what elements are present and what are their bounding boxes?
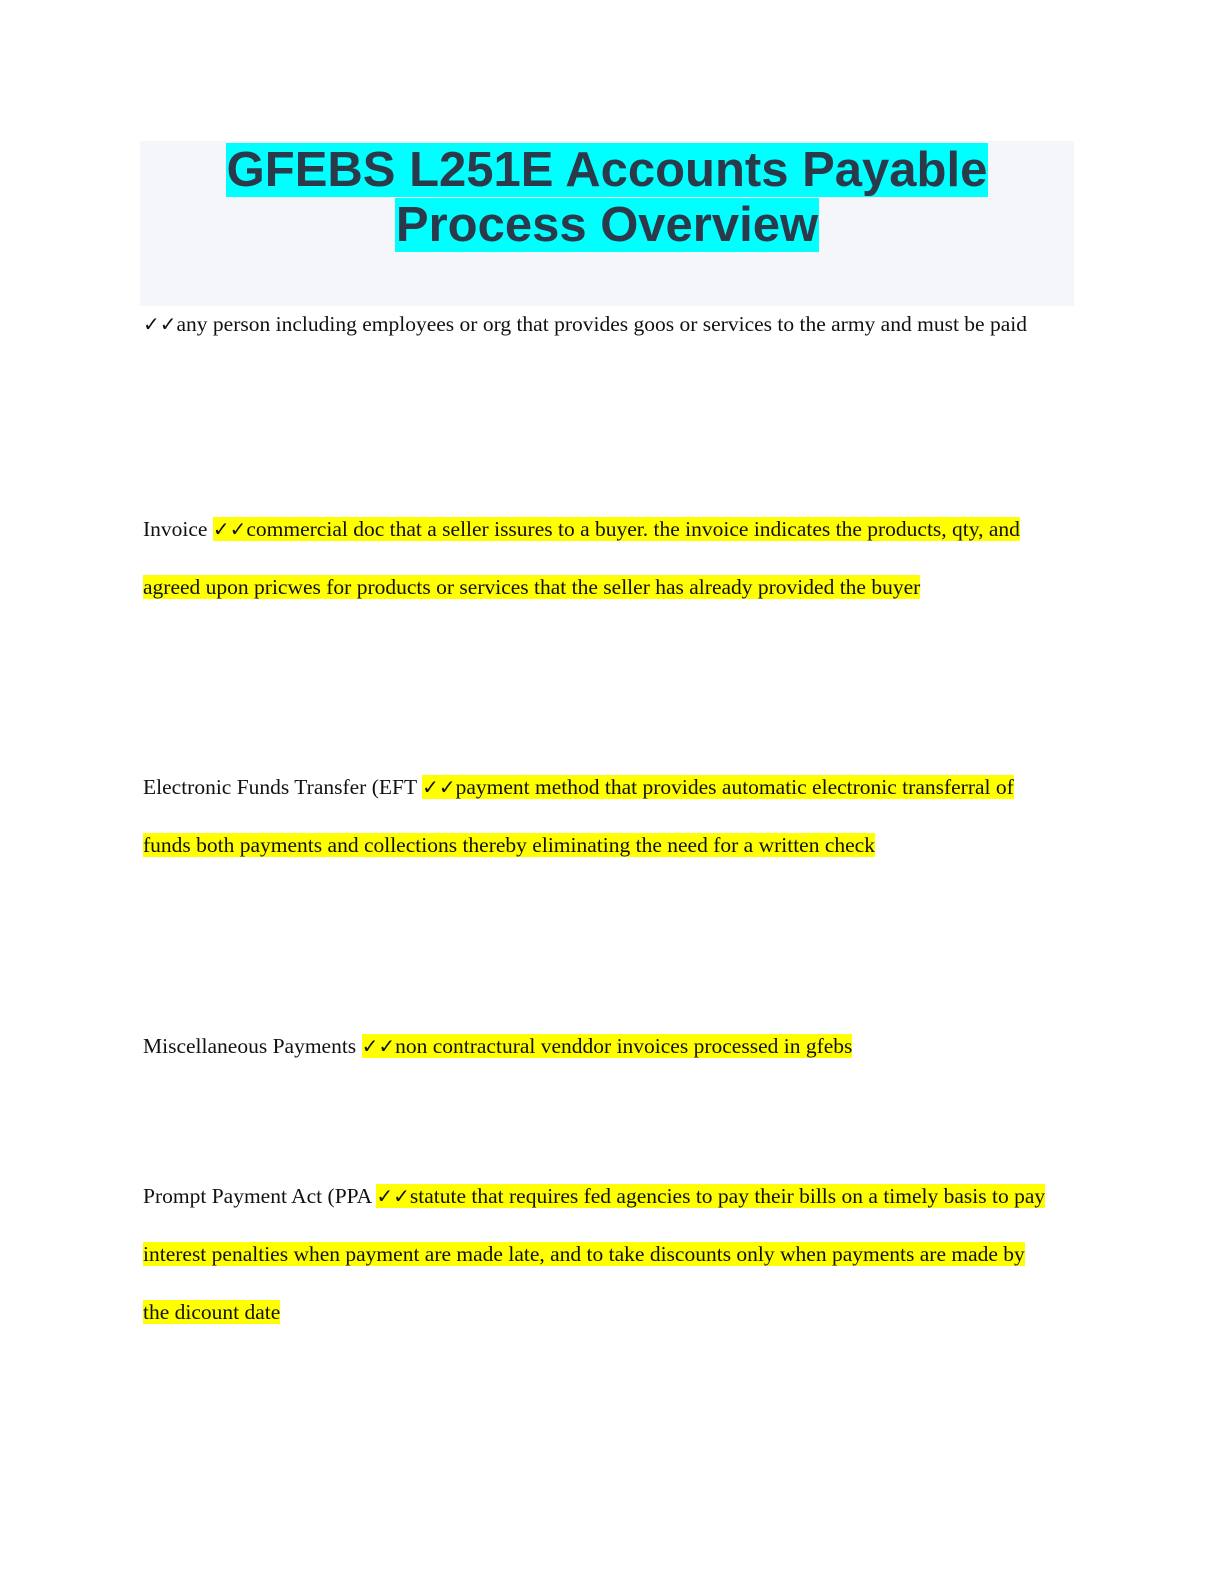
- entry-invoice: [143, 500, 1053, 616]
- title-banner: [140, 141, 1074, 306]
- entry-term: Electronic Funds Transfer (EFT: [143, 775, 423, 799]
- entry-ppa: [143, 1167, 1053, 1341]
- check-mark-icon: ✓✓: [143, 312, 177, 336]
- entry-term: Miscellaneous Payments: [143, 1034, 362, 1058]
- entry-definition: commercial doc that a seller issures to a buyer. the invoice indicates the products, qty, and agreed upon pricwes for products or services that the seller has already provided the buyer: [143, 517, 1020, 599]
- page-title: [140, 141, 1074, 253]
- entry-misc-payments: [143, 1017, 1053, 1075]
- entry-definition-block: [362, 1034, 853, 1058]
- check-mark-icon: ✓✓: [376, 1184, 410, 1208]
- check-mark-icon: ✓✓: [422, 775, 456, 799]
- entry-eft: [143, 758, 1053, 874]
- entry-term: Invoice: [143, 517, 213, 541]
- entry-term: Prompt Payment Act (PPA: [143, 1184, 377, 1208]
- intro-definition: any person including employees or org that provides goos or services to the army and must be paid: [176, 312, 1027, 336]
- intro-entry: [143, 295, 1053, 353]
- check-mark-icon: ✓✓: [361, 1034, 396, 1058]
- check-mark-icon: ✓✓: [212, 517, 247, 541]
- entry-definition-block: [143, 517, 1020, 599]
- title-line-2: Process Overview: [395, 198, 819, 252]
- entry-definition: payment method that provides automatic electronic transferral of funds both payments and collections thereby eliminating the need for a written check: [143, 775, 1014, 857]
- title-line-1: GFEBS L251E Accounts Payable: [226, 143, 988, 197]
- entry-definition: statute that requires fed agencies to pay their bills on a timely basis to pay interest penalties when payment are made late, and to take discounts only when payments are made by the dicount date: [143, 1184, 1046, 1324]
- entry-definition: non contractural venddor invoices processed in gfebs: [395, 1034, 853, 1058]
